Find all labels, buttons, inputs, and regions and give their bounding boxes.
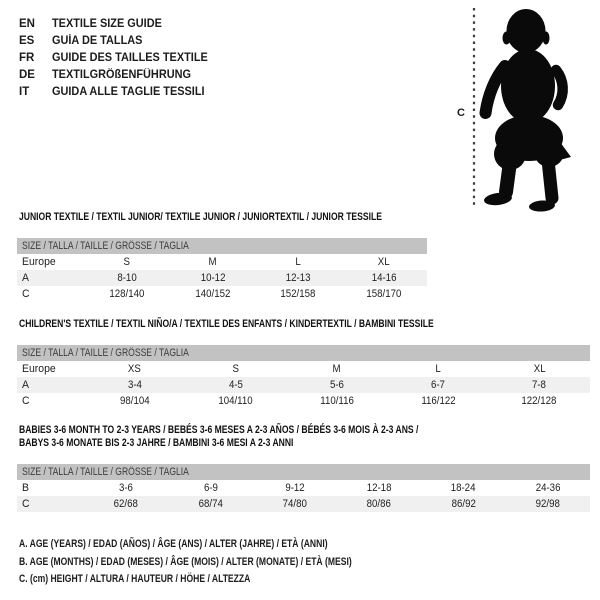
table-row: [17, 377, 590, 393]
cell-value: XL: [533, 363, 546, 375]
row-label: C: [22, 288, 30, 300]
table-row: [17, 254, 427, 270]
baby-silhouette-icon: [0, 0, 600, 220]
row-label: B: [22, 482, 29, 494]
cell-value: 128/140: [109, 288, 145, 300]
language-code: DE: [19, 68, 35, 81]
language-code: FR: [19, 51, 35, 64]
cell-value: L: [435, 363, 441, 375]
table-row: [17, 393, 590, 409]
cell-value: 18-24: [451, 482, 476, 494]
cell-value: XS: [128, 363, 142, 375]
cell-value: 122/128: [521, 395, 557, 407]
language-title: TEXTILE SIZE GUIDE: [52, 17, 162, 30]
row-label: C: [22, 498, 30, 510]
table-row: [17, 270, 427, 286]
row-label: A: [22, 272, 29, 284]
row-label: C: [22, 395, 30, 407]
cell-value: 158/170: [366, 288, 402, 300]
cell-value: 110/116: [320, 395, 354, 407]
cell-value: 86/92: [451, 498, 476, 510]
table-row: [17, 480, 590, 496]
table-row: [17, 361, 590, 377]
language-title: GUIDE DES TAILLES TEXTILE: [52, 51, 208, 64]
cell-value: 24-36: [535, 482, 561, 494]
junior-size-table: [17, 211, 427, 302]
language-code: EN: [19, 17, 35, 30]
table-title: BABIES 3-6 MONTH TO 2-3 YEARS / BEBÉS 3-6 MESES A 2-3 AÑOS / BÉBÉS 3-6 MOIS À 2-3 ANS / BABYS 3-6 MONATE BIS 2-3 JAHRE / BAMBINI 3-6 MESI A 2-3 ANNI: [19, 424, 419, 449]
children-size-table: [17, 318, 590, 409]
cell-value: 8-10: [117, 272, 137, 284]
cell-value: M: [332, 363, 341, 375]
legend: [19, 536, 446, 589]
table-row: [17, 496, 590, 512]
cell-value: 140/152: [195, 288, 231, 300]
cell-value: 62/68: [114, 498, 139, 510]
babies-size-table: [17, 424, 590, 512]
cell-value: 7-8: [532, 379, 547, 391]
row-label: Europe: [22, 256, 56, 268]
measure-label-c: C: [457, 107, 465, 119]
cell-value: 104/110: [218, 395, 253, 407]
table-title: CHILDREN'S TEXTILE / TEXTIL NIÑO/A / TEXTILE DES ENFANTS / KINDERTEXTIL / BAMBINI TESSILE: [19, 318, 434, 330]
language-code: ES: [19, 34, 35, 47]
legend-line-c: C. (cm) HEIGHT / ALTURA / HAUTEUR / HÖHE / ALTEZZA: [19, 573, 251, 585]
cell-value: L: [295, 256, 302, 268]
cell-value: 3-4: [127, 379, 142, 391]
cell-value: 98/104: [119, 395, 150, 407]
cell-value: S: [123, 256, 131, 268]
cell-value: 152/158: [280, 288, 316, 300]
row-label: Europe: [22, 363, 56, 375]
cell-value: 92/98: [535, 498, 560, 510]
cell-value: 3-6: [119, 482, 134, 494]
cell-value: 14-16: [371, 272, 397, 284]
size-table: [17, 480, 590, 512]
language-title: GUÍA DE TALLAS: [52, 34, 143, 47]
table-row: [17, 286, 427, 302]
cell-value: 5-6: [329, 379, 344, 391]
language-title: TEXTILGRÖßENFÜHRUNG: [52, 68, 191, 81]
cell-value: 6-7: [431, 379, 446, 391]
cell-value: 80/86: [367, 498, 392, 510]
row-label: A: [22, 379, 29, 391]
cell-value: 9-12: [285, 482, 305, 494]
cell-value: 74/80: [282, 498, 307, 510]
size-table: [17, 361, 590, 409]
size-header-bar: SIZE / TALLA / TAILLE / GRÖSSE / TAGLIA: [17, 345, 590, 361]
cell-value: 116/122: [421, 395, 456, 407]
cell-value: 12-18: [366, 482, 392, 494]
cell-value: M: [208, 256, 217, 268]
table-title: JUNIOR TEXTILE / TEXTIL JUNIOR/ TEXTILE JUNIOR / JUNIORTEXTIL / JUNIOR TESSILE: [19, 211, 382, 223]
cell-value: 68/74: [198, 498, 223, 510]
size-header-bar: SIZE / TALLA / TAILLE / GRÖSSE / TAGLIA: [17, 238, 427, 254]
cell-value: S: [232, 363, 240, 375]
language-title: GUIDA ALLE TAGLIE TESSILI: [52, 85, 205, 98]
size-table: [17, 254, 427, 302]
cell-value: XL: [378, 256, 391, 268]
legend-line-a: A. AGE (YEARS) / EDAD (AÑOS) / ÂGE (ANS) / ALTER (JAHRE) / ETÀ (ANNI): [19, 538, 328, 550]
language-code: IT: [19, 85, 30, 98]
cell-value: 6-9: [203, 482, 218, 494]
cell-value: 12-13: [285, 272, 311, 284]
size-header-bar: SIZE / TALLA / TAILLE / GRÖSSE / TAGLIA: [17, 464, 590, 480]
legend-line-b: B. AGE (MONTHS) / EDAD (MESES) / ÂGE (MOIS) / ALTER (MONATE) / ETÀ (MESI): [19, 555, 352, 568]
cell-value: 4-5: [228, 379, 243, 391]
cell-value: 10-12: [200, 272, 225, 284]
